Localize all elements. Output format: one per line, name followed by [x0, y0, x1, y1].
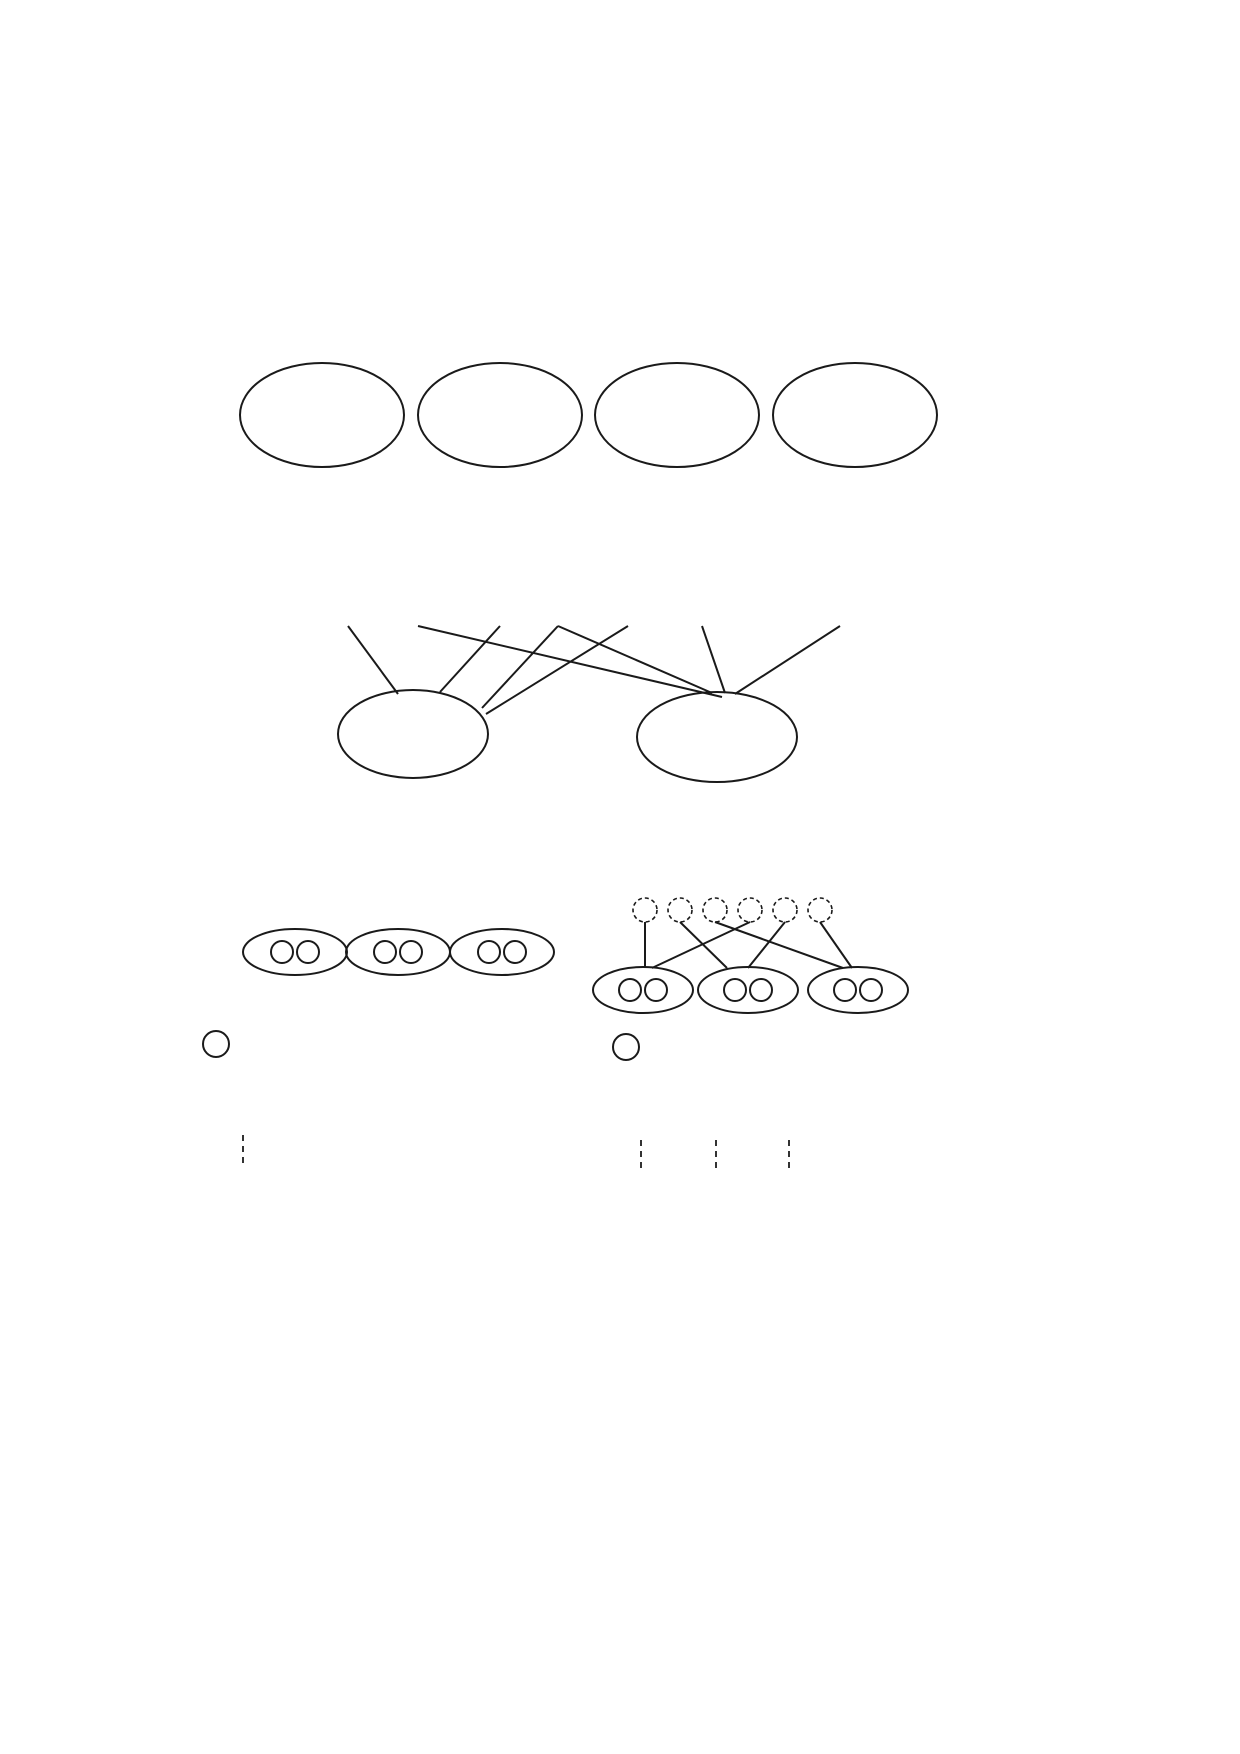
dashed-circle [633, 898, 657, 922]
divisor-pointer [715, 1140, 717, 1168]
division-right-figure [593, 898, 908, 1013]
group-oval-1 [240, 363, 404, 467]
person-oval-1 [338, 690, 488, 778]
connect-line [348, 626, 398, 694]
right-question [610, 1033, 642, 1063]
share-oval-1 [593, 967, 693, 1013]
group-oval-2 [418, 363, 582, 467]
circle [750, 979, 772, 1001]
circle [834, 979, 856, 1001]
circle-icon [202, 1030, 230, 1058]
connect-line [652, 922, 750, 968]
connect-line [440, 626, 500, 692]
connect-line [558, 626, 712, 693]
group-oval-4 [773, 363, 937, 467]
share-oval-2 [698, 967, 798, 1013]
division-left-figure [243, 929, 554, 975]
circle [297, 941, 319, 963]
person-oval-2 [637, 692, 797, 782]
circle [860, 979, 882, 1001]
dashed-circle [773, 898, 797, 922]
circle [724, 979, 746, 1001]
connect-line [680, 922, 727, 968]
division-sign-pointer [242, 1135, 244, 1163]
circle [400, 941, 422, 963]
circle [374, 941, 396, 963]
share-oval-2 [346, 929, 450, 975]
circle [619, 979, 641, 1001]
apple-group-ovals [240, 363, 937, 467]
connect-line [702, 626, 725, 693]
share-oval-3 [450, 929, 554, 975]
quotient-pointer [788, 1140, 790, 1168]
left-question [200, 1030, 232, 1060]
dashed-circle [808, 898, 832, 922]
dashed-circle [703, 898, 727, 922]
dashed-circle [668, 898, 692, 922]
circle [478, 941, 500, 963]
share-oval-3 [808, 967, 908, 1013]
dividend-pointer [640, 1140, 642, 1168]
dashed-circle [738, 898, 762, 922]
connect-line [735, 626, 840, 694]
connect-line [482, 626, 558, 708]
share-oval-1 [243, 929, 347, 975]
circle [645, 979, 667, 1001]
circle [271, 941, 293, 963]
circle [504, 941, 526, 963]
group-oval-3 [595, 363, 759, 467]
circle-icon [612, 1033, 640, 1061]
